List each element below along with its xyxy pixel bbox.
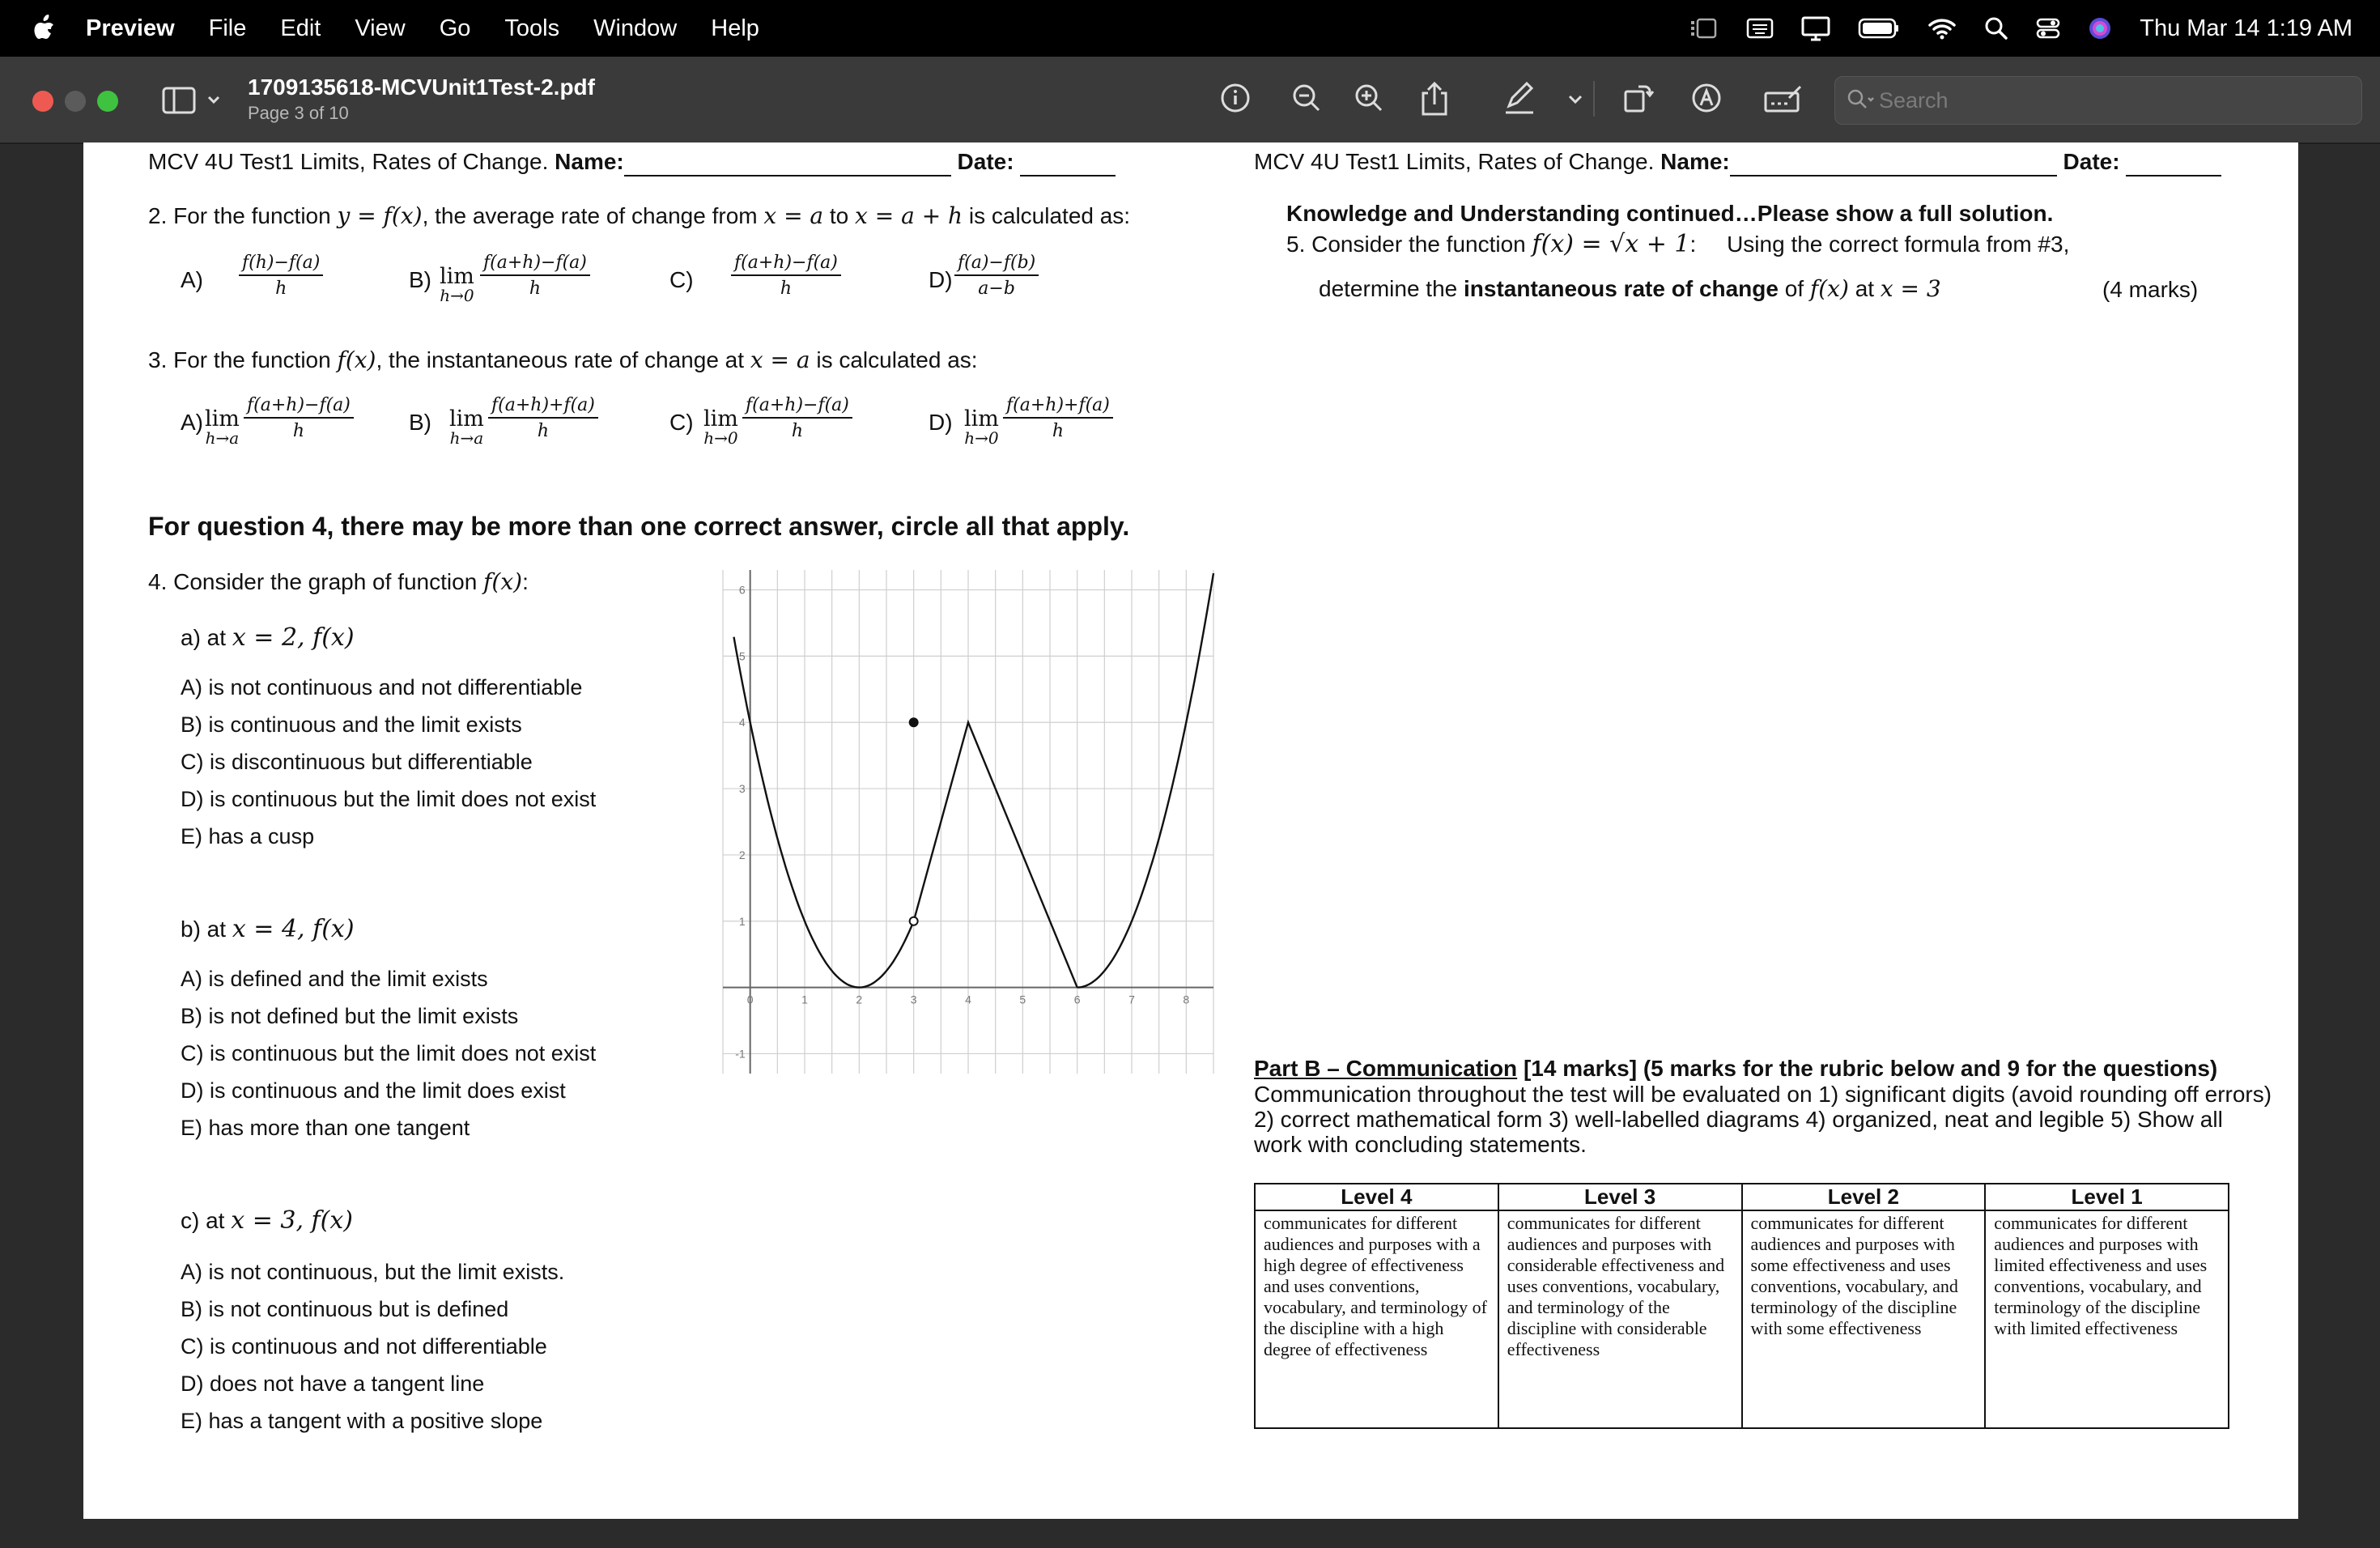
rubric-header-row	[1255, 1184, 2229, 1210]
q3-prompt-x: x = a	[750, 347, 810, 373]
q5-line2-of: of	[1784, 276, 1804, 301]
q2-option-a-label[interactable]: A)	[181, 267, 203, 292]
sidebar-toggle-icon[interactable]	[162, 86, 225, 115]
y-tick-label--1: -1	[735, 1047, 746, 1061]
q2-prompt	[148, 202, 1130, 229]
graph-curve-3	[1077, 573, 1213, 988]
q3-option-b-label[interactable]: B)	[409, 410, 431, 435]
q4b-title	[181, 915, 355, 943]
q4c-option-a[interactable]: A) is not continuous, but the limit exists.	[181, 1260, 565, 1284]
q4a-title-math: x = 2, f(x)	[232, 623, 355, 652]
q3-option-b-limit	[449, 406, 484, 448]
zoom-in-icon[interactable]	[1353, 82, 1385, 114]
rubric-header-level-4: Level 4	[1255, 1184, 1498, 1210]
partb-body-line1: Communication throughout the test will be evaluated on 1) significant digits (avoid rounding off errors)	[1254, 1082, 2272, 1107]
q4a-option-e[interactable]: E) has a cusp	[181, 824, 315, 848]
q3-prompt-pre: 3. For the function	[148, 347, 331, 372]
q2-c-numerator: f(a+h)−f(a)	[731, 253, 841, 276]
left-header-course: MCV 4U Test1 Limits, Rates of Change.	[148, 149, 549, 174]
x-tick-label-7: 7	[1128, 993, 1135, 1006]
q3-d-numerator: f(a+h)+f(a)	[1003, 395, 1113, 419]
q2-prompt-pre: 2. For the function	[148, 203, 331, 228]
q4c-option-b[interactable]: B) is not continuous but is defined	[181, 1297, 509, 1321]
minimize-window-button[interactable]	[65, 91, 86, 112]
left-header-name-label: Name:	[555, 149, 624, 174]
q5-line2	[1319, 275, 1941, 302]
q5-prompt	[1286, 230, 2069, 258]
q3-c-denominator: h	[791, 421, 804, 441]
siri-icon[interactable]	[2088, 16, 2112, 40]
rubric-header-level-3: Level 3	[1498, 1184, 1742, 1210]
apple-icon[interactable]	[29, 12, 62, 45]
q4c-option-c[interactable]: C) is continuous and not differentiable	[181, 1334, 547, 1359]
q3-c-numerator: f(a+h)−f(a)	[742, 395, 852, 419]
q3-prompt-fn: f(x)	[337, 347, 376, 373]
menu-go[interactable]: Go	[439, 15, 471, 41]
q3-option-b-fraction[interactable]	[488, 395, 598, 441]
y-tick-label-4: 4	[738, 716, 746, 729]
x-tick-label-0: 0	[746, 993, 754, 1006]
q5-line2-fn: f(x)	[1809, 275, 1849, 302]
menu-help[interactable]: Help	[711, 15, 759, 41]
q4-instructions: For question 4, there may be more than one correct answer, circle all that apply.	[148, 512, 1130, 541]
spotlight-search-icon[interactable]	[1984, 16, 2008, 40]
right-date-blank-line	[2126, 149, 2221, 176]
q3-d-denominator: h	[1052, 421, 1065, 441]
q4b-title-pre: b) at	[181, 916, 227, 942]
q4a-title	[181, 623, 355, 652]
wifi-icon[interactable]	[1927, 16, 1957, 40]
open-point	[910, 917, 918, 925]
q4c-title	[181, 1206, 353, 1235]
y-tick-label-3: 3	[738, 782, 746, 796]
q3-option-c-fraction[interactable]	[742, 395, 852, 441]
q5-line2-bold: instantaneous rate of change	[1464, 276, 1779, 301]
q5-prompt-pre: 5. Consider the function	[1286, 232, 1526, 257]
q2-prompt-x1: x = a	[763, 202, 824, 229]
search-field[interactable]	[1834, 76, 2362, 125]
q3-option-c-label[interactable]: C)	[669, 410, 694, 435]
q5-line2-pre: determine the	[1319, 276, 1458, 301]
q4b-option-b[interactable]: B) is not defined but the limit exists	[181, 1004, 519, 1028]
q3-b-lim-sub: h→a	[449, 428, 484, 448]
q2-option-d-label[interactable]: D)	[929, 267, 953, 292]
q4c-title-math: x = 3, f(x)	[231, 1206, 353, 1235]
keyboard-icon[interactable]	[1746, 16, 1774, 40]
q4c-title-pre: c) at	[181, 1208, 225, 1233]
q5-line2-at: at	[1855, 276, 1875, 301]
q2-option-b-limit	[440, 264, 474, 305]
right-header-date-label: Date:	[2063, 149, 2120, 174]
menu-edit[interactable]: Edit	[280, 15, 321, 41]
q3-b-lim: lim	[449, 406, 484, 432]
zoom-window-button[interactable]	[97, 91, 118, 112]
q4a-option-b[interactable]: B) is continuous and the limit exists	[181, 712, 522, 737]
menu-clock[interactable]: Thu Mar 14 1:19 AM	[2140, 15, 2352, 41]
y-tick-label-6: 6	[738, 583, 746, 597]
date-blank-line	[1020, 149, 1116, 176]
x-tick-label-1: 1	[801, 993, 808, 1006]
rubric-cell-level-4: communicates for different audiences and purposes with a high degree of effectiveness and uses conventions, vocabulary, and terminology of the discipline with a high degree of effectiveness	[1255, 1210, 1498, 1428]
q3-option-d-limit	[964, 406, 999, 448]
rubric-cell-level-1: communicates for different audiences and purposes with limited effectiveness and uses conventions, vocabulary, and terminology of the discipline with limited effectiveness	[1985, 1210, 2229, 1428]
y-tick-label-2: 2	[738, 848, 746, 861]
q2-b-denominator: h	[529, 279, 542, 299]
q2-b-lim-sub: h→0	[440, 286, 474, 305]
menu-bar	[0, 0, 2380, 57]
zoom-out-icon[interactable]	[1290, 82, 1323, 114]
close-window-button[interactable]	[32, 91, 53, 112]
rubric-header-level-1: Level 1	[1985, 1184, 2229, 1210]
q4c-option-d[interactable]: D) does not have a tangent line	[181, 1372, 485, 1396]
q4a-title-pre: a) at	[181, 625, 227, 650]
q4a-option-c[interactable]: C) is discontinuous but differentiable	[181, 750, 533, 774]
rubric-header-level-2: Level 2	[1742, 1184, 1986, 1210]
q3-b-denominator: h	[537, 421, 550, 441]
rubric-cell-level-3: communicates for different audiences and purposes with considerable effectiveness and uses conventions, vocabulary, and terminology of the discipline with considerable effectiveness	[1498, 1210, 1742, 1428]
partb-heading	[1254, 1056, 2217, 1082]
menu-tools[interactable]: Tools	[504, 15, 560, 41]
pdf-page[interactable]	[83, 142, 2298, 1519]
q3-a-lim-sub: h→a	[205, 428, 240, 448]
q3-option-a-limit	[205, 406, 240, 448]
menu-file[interactable]: File	[208, 15, 247, 41]
q2-d-denominator: a−b	[978, 279, 1015, 299]
q4-prompt	[148, 568, 529, 595]
q5-function: f(x) = √x + 1	[1532, 230, 1690, 258]
battery-icon[interactable]	[1858, 17, 1900, 40]
name-blank-line	[624, 149, 951, 176]
menu-view[interactable]: View	[355, 15, 406, 41]
q4c-option-e[interactable]: E) has a tangent with a positive slope	[181, 1409, 543, 1433]
page-indicator: Page 3 of 10	[248, 103, 349, 123]
q2-prompt-fn: y = f(x)	[337, 202, 423, 229]
q4b-option-e[interactable]: E) has more than one tangent	[181, 1116, 470, 1140]
q5-prompt-post: Using the correct formula from #3,	[1727, 232, 2070, 257]
right-header-course: MCV 4U Test1 Limits, Rates of Change.	[1254, 149, 1655, 174]
q2-a-denominator: h	[275, 279, 287, 299]
q3-b-numerator: f(a+h)+f(a)	[488, 395, 598, 419]
share-icon[interactable]	[1418, 82, 1451, 116]
right-name-blank-line	[1730, 149, 2057, 176]
right-header-name-label: Name:	[1660, 149, 1730, 174]
chevron-down-icon[interactable]	[1567, 91, 1583, 107]
q2-d-numerator: f(a)−f(b)	[954, 253, 1039, 276]
q3-a-numerator: f(a+h)−f(a)	[244, 395, 354, 419]
display-icon[interactable]	[1801, 15, 1830, 41]
q3-c-lim: lim	[703, 406, 738, 432]
q3-option-a-fraction[interactable]	[244, 395, 354, 441]
ku-heading: Knowledge and Understanding continued…Please show a full solution.	[1286, 201, 2054, 226]
q2-option-a-fraction[interactable]	[239, 253, 323, 299]
search-icon	[1847, 88, 1876, 113]
form-fill-icon[interactable]	[1763, 82, 1804, 114]
communication-rubric-table	[1254, 1183, 2229, 1429]
right-header	[1254, 149, 2221, 176]
left-header-date-label: Date:	[957, 149, 1014, 174]
x-tick-label-4: 4	[965, 993, 971, 1006]
y-tick-label-1: 1	[738, 914, 746, 928]
q3-prompt	[148, 347, 978, 373]
q3-c-lim-sub: h→0	[703, 428, 738, 448]
x-tick-label-6: 6	[1073, 993, 1081, 1006]
x-tick-label-3: 3	[910, 993, 917, 1006]
q4-prompt-fn: f(x)	[483, 568, 523, 595]
q2-option-d-fraction[interactable]	[954, 253, 1039, 299]
q5-colon: :	[1689, 232, 1697, 257]
q2-option-c-fraction[interactable]	[731, 253, 841, 299]
partb-title-rest: [14 marks] (5 marks for the rubric below and 9 for the questions)	[1517, 1056, 2218, 1081]
toolbar-divider	[1593, 81, 1595, 117]
rubric-body-row	[1255, 1210, 2229, 1428]
partb-body-line2: 2) correct mathematical form 3) well-labelled diagrams 4) organized, neat and legible 5) Show all	[1254, 1107, 2223, 1132]
annotate-icon[interactable]	[1690, 82, 1723, 114]
q2-b-numerator: f(a+h)−f(a)	[480, 253, 590, 276]
document-title: 1709135618-MCVUnit1Test-2.pdf	[248, 74, 595, 100]
q4b-title-math: x = 4, f(x)	[232, 915, 355, 943]
q3-d-lim-sub: h→0	[964, 428, 999, 448]
q2-prompt-x2: x = a + h	[855, 202, 963, 229]
menu-app-name[interactable]: Preview	[86, 15, 175, 41]
partb-title: Part B – Communication	[1254, 1056, 1518, 1081]
q2-option-c-label[interactable]: C)	[669, 267, 694, 292]
q4b-option-a[interactable]: A) is defined and the limit exists	[181, 967, 488, 991]
q4b-option-c[interactable]: C) is continuous but the limit does not exist	[181, 1041, 597, 1065]
q2-a-numerator: f(h)−f(a)	[239, 253, 323, 276]
search-placeholder: Search	[1879, 88, 1949, 113]
q2-option-b-label[interactable]: B)	[409, 267, 431, 292]
q2-prompt-to: to	[829, 203, 849, 228]
control-center-icon[interactable]	[2036, 16, 2060, 40]
left-header	[148, 149, 1116, 176]
q4-prompt-colon: :	[522, 569, 529, 594]
q3-a-lim: lim	[205, 406, 240, 432]
stage-manager-icon[interactable]	[1689, 16, 1719, 40]
q3-option-a-label[interactable]: A)	[181, 410, 203, 435]
q3-option-d-fraction[interactable]	[1003, 395, 1113, 441]
y-tick-label-5: 5	[738, 649, 746, 663]
q4a-option-d[interactable]: D) is continuous but the limit does not exist	[181, 787, 597, 811]
info-icon[interactable]	[1219, 82, 1252, 114]
q4a-option-a[interactable]: A) is not continuous and not differentiable	[181, 675, 583, 700]
q2-prompt-post: is calculated as:	[968, 203, 1131, 228]
markup-pen-icon[interactable]	[1502, 82, 1536, 114]
partb-body-line3: work with concluding statements.	[1254, 1132, 1587, 1157]
menu-window[interactable]: Window	[593, 15, 678, 41]
function-graph	[682, 565, 1222, 1085]
q3-option-d-label[interactable]: D)	[929, 410, 953, 435]
q5-line2-x: x = 3	[1880, 275, 1941, 302]
q3-d-lim: lim	[964, 406, 999, 432]
q2-option-b-fraction[interactable]	[480, 253, 590, 299]
x-tick-label-8: 8	[1183, 993, 1190, 1006]
rotate-icon[interactable]	[1622, 82, 1655, 114]
q2-b-lim: lim	[440, 264, 474, 289]
q3-option-c-limit	[703, 406, 738, 448]
rubric-cell-level-2: communicates for different audiences and purposes with some effectiveness and uses conventions, vocabulary, and terminology of the discipline with some effectiveness	[1742, 1210, 1986, 1428]
q2-c-denominator: h	[780, 279, 793, 299]
q2-prompt-mid: , the average rate of change from	[422, 203, 758, 228]
x-tick-label-2: 2	[856, 993, 863, 1006]
q4b-option-d[interactable]: D) is continuous and the limit does exist	[181, 1078, 566, 1103]
q3-a-denominator: h	[292, 421, 305, 441]
q3-prompt-post: is calculated as:	[816, 347, 978, 372]
q4-prompt-text: 4. Consider the graph of function	[148, 569, 478, 594]
x-tick-label-5: 5	[1019, 993, 1026, 1006]
q5-marks: (4 marks)	[2102, 277, 2199, 302]
q3-prompt-mid: , the instantaneous rate of change at	[376, 347, 745, 372]
filled-point	[910, 718, 918, 726]
